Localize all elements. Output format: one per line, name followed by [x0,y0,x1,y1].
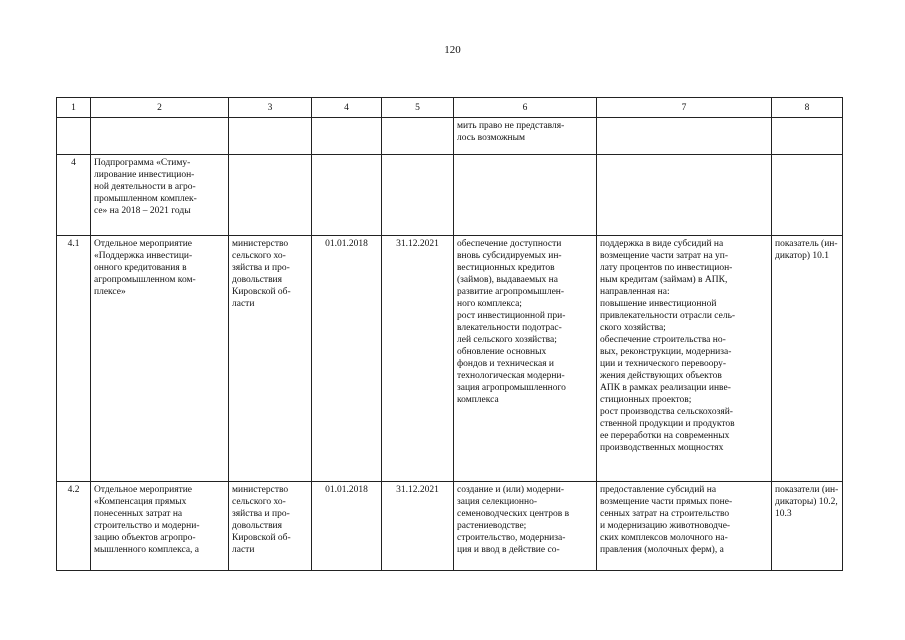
cell-main-directions: поддержка в виде субсидий на возмещение части затрат на уп- лату процентов по инвестицион- ным кредитам (займам) в АПК, направленная на: повышение инвестиционной привлекательности отрасли сель- ского хозяйства; обеспечение строительства но- вых, реконструкции, модерниза- ции и технического перевоору- жения действующих объектов АПК в рамках реализации инве- стиционных проектов; рост производства сельскохозяй- ственной продукции и продуктов ее переработки на современных производственных мощностях [597,236,772,482]
cell-number: 4.2 [57,482,91,571]
table-row-continuation [57,118,843,155]
cell-start-date: 01.01.2018 [312,236,382,482]
cell-number: 4 [57,155,91,236]
cell-expected-result [454,155,597,236]
cell-indicator: показатель (ин- дикатор) 10.1 [772,236,843,482]
cell-end-date [382,118,454,155]
column-header-2: 2 [91,98,229,118]
cell-measure-name [91,118,229,155]
page-number: 120 [444,44,461,56]
cell-expected-result: обеспечение доступности вновь субсидируемых ин- вестиционных кредитов (займов), выдаваемых на развитие агропромышлен- ного комплекса; рост инвестиционной при- влекательности подотрас- лей сельского хозяйства; обновление основных фондов и техническая и технологическая модерни- зация агропромышленного комплекса [454,236,597,482]
column-header-6: 6 [454,98,597,118]
cell-number: 4.1 [57,236,91,482]
cell-indicator: показатели (ин- дикаторы) 10.2, 10.3 [772,482,843,571]
column-header-4: 4 [312,98,382,118]
cell-main-directions: предоставление субсидий на возмещение части прямых поне- сенных затрат на строительство и модернизацию животноводче- ских комплексов молочного на- правления (молочных ферм), а [597,482,772,571]
cell-measure-name: Отдельное мероприятие «Компенсация прямых понесенных затрат на строительство и модерни- зацию объектов агропро- мышленного комплекса, а [91,482,229,571]
cell-indicator [772,118,843,155]
column-header-8: 8 [772,98,843,118]
column-header-5: 5 [382,98,454,118]
cell-expected-result: создание и (или) модерни- зация селекционно- семеноводческих центров в растениеводстве; строительство, модерниза- ция и ввод в действие со- [454,482,597,571]
table-header [57,98,843,118]
table-row-4 [57,155,843,236]
cell-expected-result: мить право не представля- лось возможным [454,118,597,155]
cell-start-date: 01.01.2018 [312,482,382,571]
cell-measure-name: Отдельное мероприятие «Поддержка инвестици- онного кредитования в агропромышленном ком- плексе» [91,236,229,482]
cell-indicator [772,155,843,236]
measures-table [56,97,843,571]
cell-executor [229,118,312,155]
cell-number [57,118,91,155]
table-row-4-2 [57,482,843,571]
column-header-1: 1 [57,98,91,118]
cell-executor [229,155,312,236]
cell-start-date [312,118,382,155]
cell-executor: министерство сельского хо- зяйства и про- довольствия Кировской об- ласти [229,482,312,571]
cell-main-directions [597,118,772,155]
column-header-7: 7 [597,98,772,118]
cell-measure-name: Подпрограмма «Стиму- лирование инвестицион- ной деятельности в агро- промышленном комплек- се» на 2018 – 2021 годы [91,155,229,236]
cell-end-date: 31.12.2021 [382,236,454,482]
cell-start-date [312,155,382,236]
cell-end-date [382,155,454,236]
table-row-4-1 [57,236,843,482]
cell-executor: министерство сельского хо- зяйства и про- довольствия Кировской об- ласти [229,236,312,482]
cell-main-directions [597,155,772,236]
column-header-3: 3 [229,98,312,118]
header-row [57,98,843,118]
cell-end-date: 31.12.2021 [382,482,454,571]
